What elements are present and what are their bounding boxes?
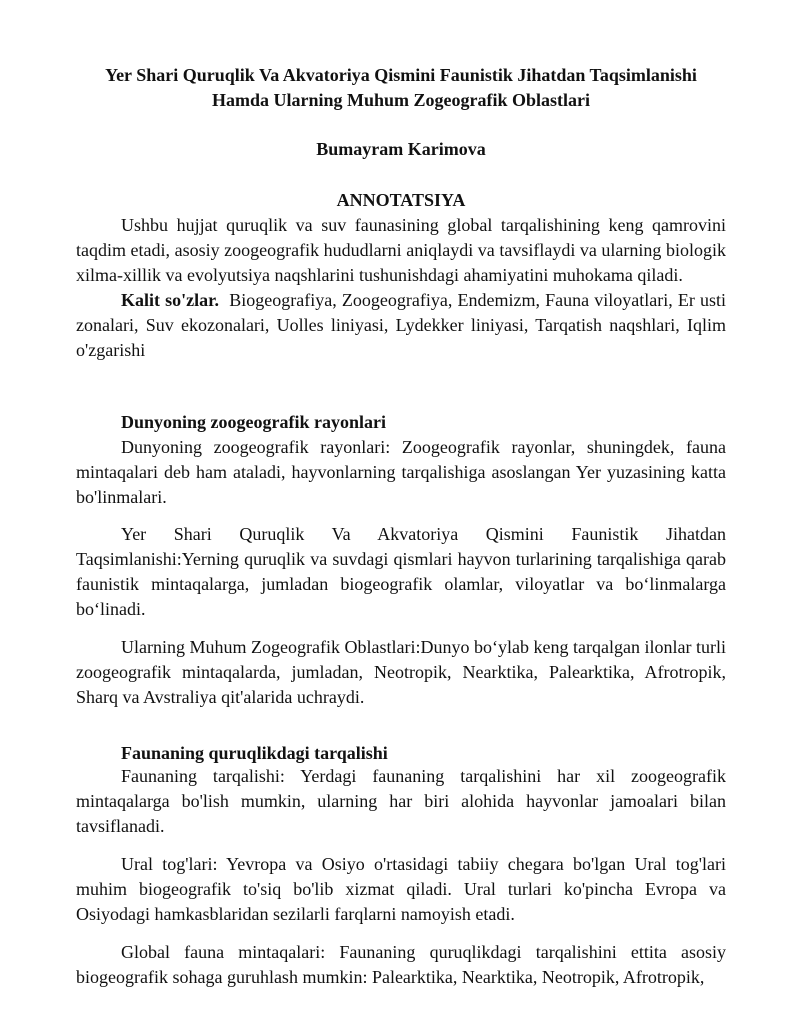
annotation-heading: ANNOTATSIYA	[336, 190, 466, 210]
section-2-paragraph: Global fauna mintaqalari: Faunaning quruqlikdagi tarqalishini ettita asosiy biogeografik sohaga guruhlash mumkin: Palearktika, Nearktika, Neotropik, Afrotropik,	[76, 942, 726, 987]
keywords-label: Kalit so'zlar.	[121, 290, 219, 310]
title-line-1: Yer Shari Quruqlik Va Akvatoriya Qismini Faunistik Jihatdan Taqsimlanishi	[105, 65, 697, 85]
section-heading-zoogeographic-regions: Dunyoning zoogeografik rayonlari	[121, 412, 387, 432]
section-1-paragraph: Ularning Muhum Zogeografik Oblastlari:Dunyo bo‘ylab keng tarqalgan ilonlar turli zoogeografik mintaqalarda, jumladan, Neotropik, Nearktika, Palearktika, Afrotropik, Sharq va Avstraliya qit'alarida uchraydi.	[76, 637, 726, 707]
title-line-2: Hamda Ularning Muhum Zogeografik Oblastlari	[211, 90, 591, 110]
section-2-paragraph: Ural tog'lari: Yevropa va Osiyo o'rtasidagi tabiiy chegara bo'lgan Ural tog'lari muhim biogeografik to'siq bo'lib xizmat qiladi. Ural turlari ko'pincha Evropa va Osiyodagi hamkasblaridan sezilarli farqlarni namoyish etadi.	[76, 854, 726, 924]
keywords-text: Biogeografiya, Zoogeografiya, Endemizm, Fauna viloyatlari, Er usti zonalari, Suv ekozonalari, Uolles liniyasi, Lydekker liniyasi, Tarqatish naqshlari, Iqlim o'zgarishi	[76, 290, 727, 360]
section-1-paragraph: Yer Shari Quruqlik Va Akvatoriya Qismini Faunistik Jihatdan Taqsimlanishi:Yerning quruqlik va suvdagi qismlari hayvon turlarining tarqalishiga qarab faunistik mintaqalarga, jumladan biogeografik olamlar, viloyatlar va bo‘linmalarga bo‘linadi.	[76, 524, 726, 619]
author-name: Bumayram Karimova	[316, 139, 486, 159]
section-heading-fauna-distribution: Faunaning quruqlikdagi tarqalishi	[121, 743, 388, 763]
section-2-paragraph: Faunaning tarqalishi: Yerdagi faunaning tarqalishini har xil zoogeografik mintaqalarga bo'lish mumkin, ularning har biri alohida hayvonlar jamoalari bilan tavsiflanadi.	[76, 766, 726, 836]
document-title	[76, 63, 726, 113]
annotation-text: Ushbu hujjat quruqlik va suv faunasining global tarqalishining keng qamrovini taqdim etadi, asosiy zoogeografik hududlarni aniqlaydi va tavsiflaydi va ularning biologik xilma-xillik va evolyutsiya naqshlarini tushunishdagi ahamiyatini muhokama qiladi.	[76, 215, 726, 285]
section-1-paragraph: Dunyoning zoogeografik rayonlari: Zoogeografik rayonlar, shuningdek, fauna mintaqalari deb ham ataladi, hayvonlarning tarqalishiga asoslangan Yer yuzasining katta bo'linmalari.	[76, 437, 726, 507]
keywords-paragraph	[76, 288, 726, 363]
